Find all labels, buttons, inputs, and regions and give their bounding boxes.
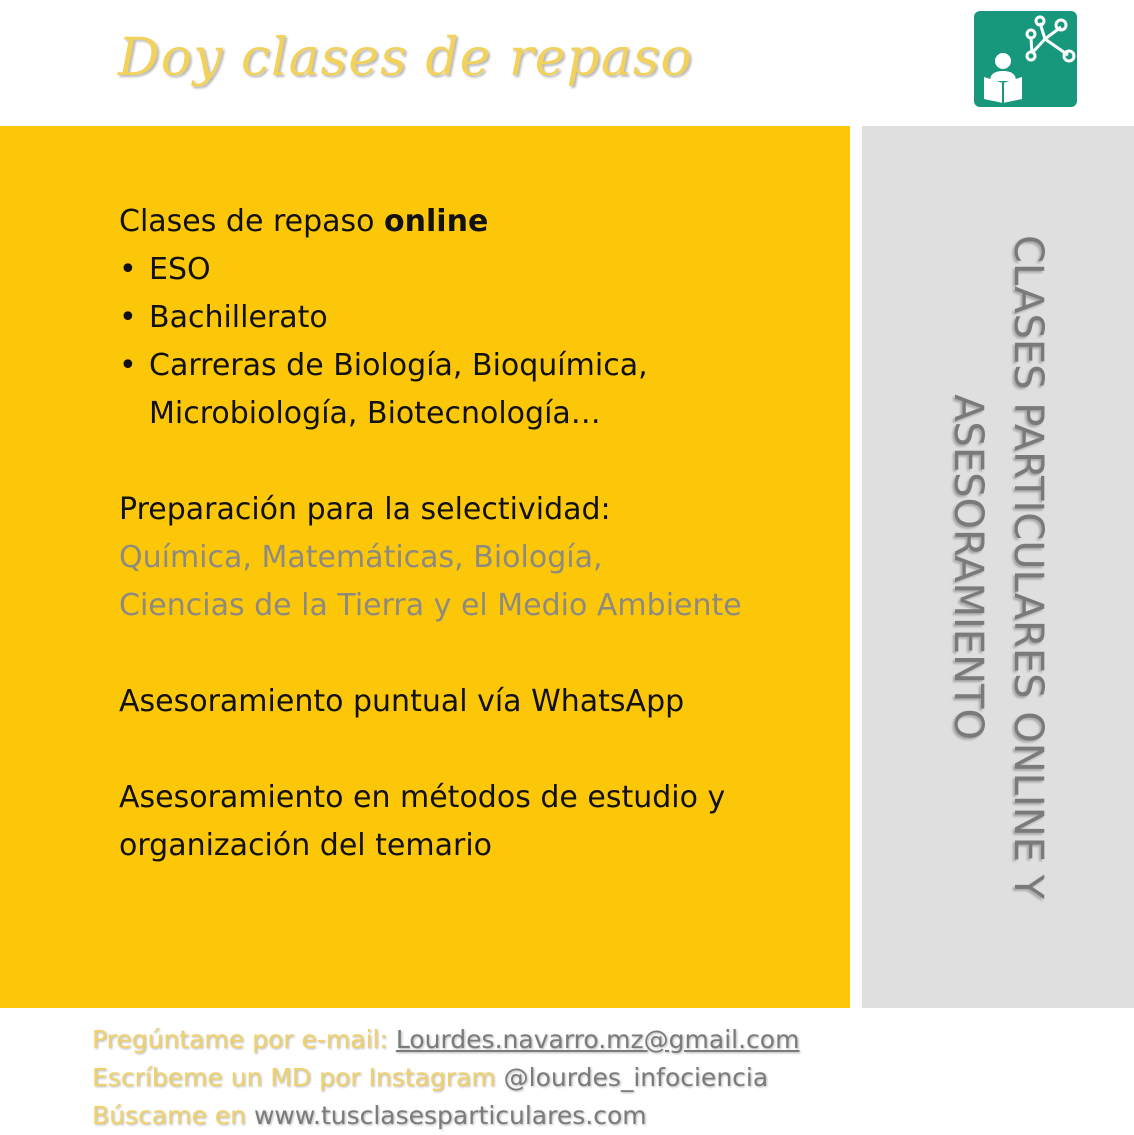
whatsapp-line: Asesoramiento puntual vía WhatsApp: [119, 684, 685, 719]
bullet-icon: •: [119, 348, 137, 383]
website-link[interactable]: www.tusclasesparticulares.com: [253, 1101, 647, 1130]
selectividad-title: Preparación para la selectividad:: [119, 492, 611, 527]
selectividad-subjects: Química, Matemáticas, Biología,: [119, 540, 603, 575]
services-list: [119, 198, 839, 870]
instagram-handle[interactable]: @lourdes_infociencia: [503, 1063, 769, 1092]
logo: [974, 11, 1077, 107]
selectividad-subjects: Ciencias de la Tierra y el Medio Ambiente: [119, 588, 742, 623]
side-banner-text: CLASES PARTICULARES ONLINE Y ASESORAMIENTO: [945, 234, 1051, 900]
list-item: • ESO: [119, 246, 839, 294]
student-reading-molecule-icon: [974, 11, 1077, 107]
list-item: • Carreras de Biología, Bioquímica, Microbiología, Biotecnología…: [119, 342, 839, 438]
intro-line: Clases de repaso online: [119, 204, 489, 239]
contact-footer: [92, 1021, 1092, 1135]
methods-line: Asesoramiento en métodos de estudio y: [119, 780, 726, 815]
web-line: Búscame en www.tusclasesparticulares.com: [92, 1101, 647, 1130]
email-link[interactable]: Lourdes.navarro.mz@gmail.com: [395, 1025, 800, 1054]
bullet-icon: •: [119, 300, 137, 335]
bullet-icon: •: [119, 252, 137, 287]
page-title: Doy clases de repaso: [118, 28, 693, 88]
email-line: Pregúntame por e-mail: Lourdes.navarro.mz@gmail.com: [92, 1025, 800, 1054]
instagram-line: Escríbeme un MD por Instagram @lourdes_infociencia: [92, 1063, 769, 1092]
online-emphasis: online: [384, 204, 489, 239]
methods-line: organización del temario: [119, 828, 493, 863]
list-item: • Bachillerato: [119, 294, 839, 342]
levels-list: [119, 246, 839, 438]
